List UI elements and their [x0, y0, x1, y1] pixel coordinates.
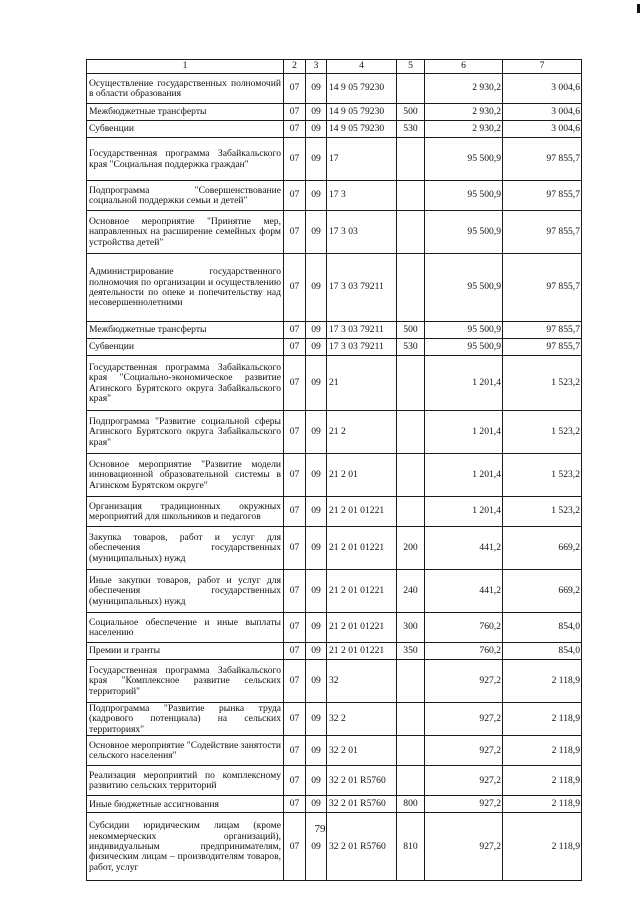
target-article-cell: 32 2 01 R5760 — [327, 813, 397, 881]
target-article-cell: 21 2 01 01221 — [327, 570, 397, 613]
section-code-cell: 07 — [284, 181, 306, 211]
amount-year2-cell: 669,2 — [503, 570, 582, 613]
section-code-cell: 07 — [284, 322, 306, 339]
expense-type-cell — [397, 454, 425, 497]
row-name-cell: Закупка товаров, работ и услуг для обеспечения государственных (муниципальных) нужд — [87, 527, 284, 570]
table-row — [87, 613, 582, 643]
subsection-code-cell: 09 — [306, 339, 327, 356]
amount-year2-cell: 3 004,6 — [503, 74, 582, 104]
section-code-cell: 07 — [284, 339, 306, 356]
section-code-cell: 07 — [284, 254, 306, 322]
row-name-cell: Межбюджетные трансферты — [87, 104, 284, 121]
expense-type-cell: 810 — [397, 813, 425, 881]
amount-year1-cell: 95 500,9 — [425, 138, 503, 181]
row-name-cell: Субсидии юридическим лицам (кроме некоммерческих организаций), индивидуальным предпринимателям, физическим лицам – производителям товаров, работ, услуг — [87, 813, 284, 881]
amount-year2-cell: 3 004,6 — [503, 121, 582, 138]
section-code-cell: 07 — [284, 527, 306, 570]
amount-year1-cell: 1 201,4 — [425, 356, 503, 411]
table-row — [87, 339, 582, 356]
section-code-cell: 07 — [284, 497, 306, 527]
target-article-cell: 32 2 01 — [327, 736, 397, 766]
amount-year2-cell: 97 855,7 — [503, 211, 582, 254]
amount-year1-cell: 760,2 — [425, 643, 503, 660]
expense-type-cell: 240 — [397, 570, 425, 613]
amount-year1-cell: 95 500,9 — [425, 339, 503, 356]
amount-year2-cell: 3 004,6 — [503, 104, 582, 121]
section-code-cell: 07 — [284, 454, 306, 497]
expense-type-cell — [397, 660, 425, 703]
amount-year1-cell: 95 500,9 — [425, 322, 503, 339]
table-row — [87, 121, 582, 138]
expense-type-cell — [397, 766, 425, 796]
amount-year1-cell: 927,2 — [425, 660, 503, 703]
section-code-cell: 07 — [284, 813, 306, 881]
table-row — [87, 643, 582, 660]
row-name-cell: Иные бюджетные ассигнования — [87, 796, 284, 813]
row-name-cell: Межбюджетные трансферты — [87, 322, 284, 339]
row-name-cell: Подпрограмма "Развитие социальной сферы Агинского Бурятского округа Забайкальского края" — [87, 411, 284, 454]
expense-type-cell — [397, 497, 425, 527]
table-row — [87, 181, 582, 211]
table-body — [87, 74, 582, 881]
subsection-code-cell: 09 — [306, 356, 327, 411]
table-row — [87, 104, 582, 121]
subsection-code-cell: 09 — [306, 613, 327, 643]
section-code-cell: 07 — [284, 104, 306, 121]
header-row — [87, 60, 582, 74]
section-code-cell: 07 — [284, 643, 306, 660]
subsection-code-cell: 09 — [306, 527, 327, 570]
subsection-code-cell: 09 — [306, 570, 327, 613]
section-code-cell: 07 — [284, 766, 306, 796]
table-row — [87, 796, 582, 813]
table-row — [87, 254, 582, 322]
row-name-cell: Социальное обеспечение и иные выплаты населению — [87, 613, 284, 643]
amount-year2-cell: 2 118,9 — [503, 703, 582, 736]
expense-type-cell: 530 — [397, 339, 425, 356]
table-row — [87, 660, 582, 703]
amount-year1-cell: 1 201,4 — [425, 454, 503, 497]
expense-type-cell — [397, 254, 425, 322]
section-code-cell: 07 — [284, 121, 306, 138]
target-article-cell: 21 2 01 01221 — [327, 497, 397, 527]
table-row — [87, 497, 582, 527]
page-number: 79 — [314, 823, 326, 835]
column-header: 5 — [397, 60, 425, 74]
target-article-cell: 17 3 — [327, 181, 397, 211]
table-row — [87, 211, 582, 254]
column-header: 6 — [425, 60, 503, 74]
row-name-cell: Основное мероприятие "Принятие мер, направленных на расширение семейных форм устройства детей" — [87, 211, 284, 254]
table-row — [87, 454, 582, 497]
target-article-cell: 17 — [327, 138, 397, 181]
amount-year2-cell: 669,2 — [503, 527, 582, 570]
amount-year2-cell: 2 118,9 — [503, 736, 582, 766]
amount-year1-cell: 95 500,9 — [425, 254, 503, 322]
amount-year1-cell: 441,2 — [425, 570, 503, 613]
target-article-cell: 21 2 01 01221 — [327, 613, 397, 643]
subsection-code-cell: 09 — [306, 736, 327, 766]
amount-year1-cell: 927,2 — [425, 813, 503, 881]
subsection-code-cell: 09 — [306, 138, 327, 181]
target-article-cell: 14 9 05 79230 — [327, 104, 397, 121]
target-article-cell: 21 2 01 01221 — [327, 643, 397, 660]
expense-type-cell — [397, 211, 425, 254]
amount-year1-cell: 927,2 — [425, 736, 503, 766]
subsection-code-cell: 09 — [306, 796, 327, 813]
amount-year1-cell: 2 930,2 — [425, 74, 503, 104]
section-code-cell: 07 — [284, 356, 306, 411]
expense-type-cell: 350 — [397, 643, 425, 660]
subsection-code-cell: 09 — [306, 211, 327, 254]
target-article-cell: 14 9 05 79230 — [327, 74, 397, 104]
section-code-cell: 07 — [284, 613, 306, 643]
column-header: 3 — [306, 60, 327, 74]
amount-year2-cell: 2 118,9 — [503, 796, 582, 813]
row-name-cell: Государственная программа Забайкальского края "Социально-экономическое развитие Агинского Бурятского округа Забайкальского края" — [87, 356, 284, 411]
amount-year1-cell: 760,2 — [425, 613, 503, 643]
section-code-cell: 07 — [284, 796, 306, 813]
target-article-cell: 32 2 01 R5760 — [327, 796, 397, 813]
target-article-cell: 32 2 — [327, 703, 397, 736]
table-row — [87, 570, 582, 613]
row-name-cell: Основное мероприятие "Развитие модели инновационной образовательной системы в Агинском Бурятском округе" — [87, 454, 284, 497]
budget-table — [86, 59, 582, 881]
amount-year2-cell: 854,0 — [503, 613, 582, 643]
amount-year2-cell: 2 118,9 — [503, 766, 582, 796]
amount-year2-cell: 854,0 — [503, 643, 582, 660]
target-article-cell: 21 — [327, 356, 397, 411]
amount-year1-cell: 927,2 — [425, 766, 503, 796]
expense-type-cell: 500 — [397, 104, 425, 121]
amount-year1-cell: 441,2 — [425, 527, 503, 570]
target-article-cell: 32 — [327, 660, 397, 703]
amount-year2-cell: 2 118,9 — [503, 813, 582, 881]
amount-year2-cell: 97 855,7 — [503, 322, 582, 339]
row-name-cell: Субвенции — [87, 339, 284, 356]
expense-type-cell — [397, 703, 425, 736]
subsection-code-cell: 09 — [306, 181, 327, 211]
column-header: 4 — [327, 60, 397, 74]
subsection-code-cell: 09 — [306, 104, 327, 121]
section-code-cell: 07 — [284, 703, 306, 736]
row-name-cell: Организация традиционных окружных мероприятий для школьников и педагогов — [87, 497, 284, 527]
target-article-cell: 21 2 — [327, 411, 397, 454]
amount-year2-cell: 1 523,2 — [503, 411, 582, 454]
table-row — [87, 411, 582, 454]
section-code-cell: 07 — [284, 211, 306, 254]
expense-type-cell — [397, 74, 425, 104]
expense-type-cell: 530 — [397, 121, 425, 138]
subsection-code-cell: 09 — [306, 411, 327, 454]
target-article-cell: 17 3 03 79211 — [327, 339, 397, 356]
target-article-cell: 17 3 03 79211 — [327, 322, 397, 339]
section-code-cell: 07 — [284, 660, 306, 703]
amount-year1-cell: 927,2 — [425, 703, 503, 736]
table-row — [87, 138, 582, 181]
expense-type-cell: 300 — [397, 613, 425, 643]
column-header: 2 — [284, 60, 306, 74]
amount-year1-cell: 2 930,2 — [425, 121, 503, 138]
subsection-code-cell: 09 — [306, 322, 327, 339]
row-name-cell: Субвенции — [87, 121, 284, 138]
target-article-cell: 21 2 01 — [327, 454, 397, 497]
amount-year1-cell: 2 930,2 — [425, 104, 503, 121]
amount-year2-cell: 97 855,7 — [503, 181, 582, 211]
expense-type-cell — [397, 411, 425, 454]
section-code-cell: 07 — [284, 74, 306, 104]
target-article-cell: 17 3 03 79211 — [327, 254, 397, 322]
table-row — [87, 356, 582, 411]
expense-type-cell: 800 — [397, 796, 425, 813]
amount-year2-cell: 2 118,9 — [503, 660, 582, 703]
row-name-cell: Государственная программа Забайкальского края "Комплексное развитие сельских территорий" — [87, 660, 284, 703]
section-code-cell: 07 — [284, 736, 306, 766]
target-article-cell: 32 2 01 R5760 — [327, 766, 397, 796]
subsection-code-cell: 09 — [306, 643, 327, 660]
target-article-cell: 17 3 03 — [327, 211, 397, 254]
subsection-code-cell: 09 — [306, 766, 327, 796]
table-row — [87, 766, 582, 796]
column-header: 7 — [503, 60, 582, 74]
expense-type-cell — [397, 356, 425, 411]
table-row — [87, 74, 582, 104]
amount-year1-cell: 1 201,4 — [425, 497, 503, 527]
row-name-cell: Реализация мероприятий по комплексному развитию сельских территорий — [87, 766, 284, 796]
amount-year2-cell: 97 855,7 — [503, 339, 582, 356]
amount-year1-cell: 927,2 — [425, 796, 503, 813]
amount-year1-cell: 1 201,4 — [425, 411, 503, 454]
subsection-code-cell: 09 — [306, 660, 327, 703]
subsection-code-cell: 09 — [306, 813, 327, 881]
row-name-cell: Иные закупки товаров, работ и услуг для обеспечения государственных (муниципальных) нужд — [87, 570, 284, 613]
subsection-code-cell: 09 — [306, 121, 327, 138]
column-header: 1 — [87, 60, 284, 74]
amount-year2-cell: 97 855,7 — [503, 138, 582, 181]
row-name-cell: Подпрограмма "Развитие рынка труда (кадрового потенциала) на сельских территориях" — [87, 703, 284, 736]
row-name-cell: Премии и гранты — [87, 643, 284, 660]
row-name-cell: Подпрограмма "Совершенствование социальной поддержки семьи и детей" — [87, 181, 284, 211]
row-name-cell: Администрирование государственного полномочия по организации и осуществлению деятельности по опеке и попечительству над несовершеннолетними — [87, 254, 284, 322]
subsection-code-cell: 09 — [306, 74, 327, 104]
amount-year2-cell: 1 523,2 — [503, 497, 582, 527]
target-article-cell: 21 2 01 01221 — [327, 527, 397, 570]
subsection-code-cell: 09 — [306, 454, 327, 497]
table-row — [87, 322, 582, 339]
section-code-cell: 07 — [284, 411, 306, 454]
expense-type-cell — [397, 736, 425, 766]
row-name-cell: Основное мероприятие "Содействие занятости сельского населения" — [87, 736, 284, 766]
table-row — [87, 703, 582, 736]
expense-type-cell — [397, 181, 425, 211]
expense-type-cell: 200 — [397, 527, 425, 570]
amount-year1-cell: 95 500,9 — [425, 211, 503, 254]
table-row — [87, 527, 582, 570]
section-code-cell: 07 — [284, 138, 306, 181]
section-code-cell: 07 — [284, 570, 306, 613]
subsection-code-cell: 09 — [306, 703, 327, 736]
expense-type-cell: 500 — [397, 322, 425, 339]
amount-year2-cell: 1 523,2 — [503, 454, 582, 497]
amount-year2-cell: 97 855,7 — [503, 254, 582, 322]
expense-type-cell — [397, 138, 425, 181]
subsection-code-cell: 09 — [306, 497, 327, 527]
row-name-cell: Осуществление государственных полномочий в области образования — [87, 74, 284, 104]
amount-year1-cell: 95 500,9 — [425, 181, 503, 211]
subsection-code-cell: 09 — [306, 254, 327, 322]
table-row — [87, 736, 582, 766]
amount-year2-cell: 1 523,2 — [503, 356, 582, 411]
target-article-cell: 14 9 05 79230 — [327, 121, 397, 138]
row-name-cell: Государственная программа Забайкальского края "Социальная поддержка граждан" — [87, 138, 284, 181]
